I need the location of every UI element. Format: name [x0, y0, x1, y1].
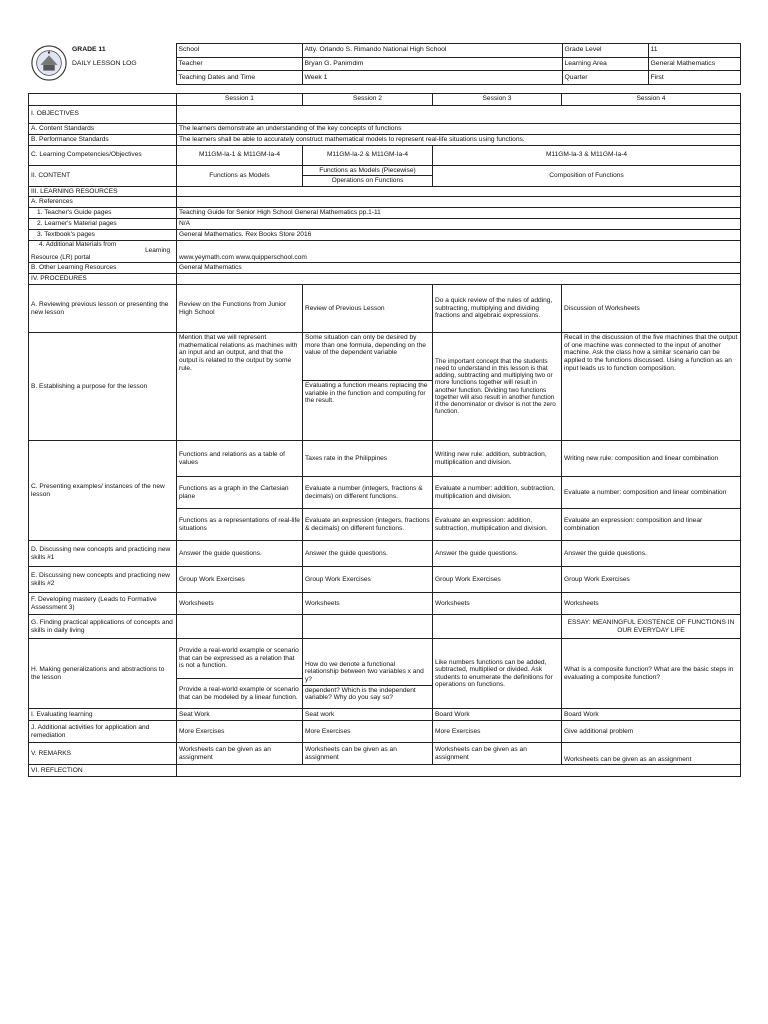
lm-value: N/A [177, 218, 741, 229]
procedures-heading: IV. PROCEDURES [29, 274, 177, 285]
content-label: II. CONTENT [29, 165, 177, 186]
tg-value: Teaching Guide for Senior High School General Mathematics pp.1-11 [177, 207, 741, 218]
log-title: DAILY LESSON LOG [72, 60, 137, 67]
session-4-header: Session 4 [562, 93, 741, 105]
grade-level-label: Grade Level [562, 44, 648, 58]
j-label: J. Additional activities for application and remediation [29, 721, 177, 743]
g-session-4: ESSAY: MEANINGFUL EXISTENCE OF FUNCTIONS IN OUR EVERYDAY LIFE [562, 615, 741, 639]
h-session-1a: Provide a real-world example or scenario that can be expressed as a relation that is not a function. [177, 639, 303, 679]
session-1-header: Session 1 [177, 93, 303, 105]
d-session-2: Answer the guide questions. [303, 541, 433, 567]
quarter-value: First [648, 71, 740, 85]
j-session-1: More Exercises [177, 721, 303, 743]
c-session-4a: Writing new rule: composition and linear combination [562, 441, 741, 477]
remarks-session-3: Worksheets can be given as an assignment [433, 743, 562, 765]
session-3-header: Session 3 [433, 93, 562, 105]
c-session-3c: Evaluate an expression: addition, subtraction, multiplication and division. [433, 509, 562, 541]
d-label: D. Discussing new concepts and practicing new skills #1 [29, 541, 177, 567]
c-session-3b: Evaluate a number: addition, subtraction, multiplication and division. [433, 477, 562, 509]
header-table [28, 43, 741, 85]
d-session-3: Answer the guide questions. [433, 541, 562, 567]
f-session-1: Worksheets [177, 593, 303, 615]
c-session-4b: Evaluate a number: composition and linear combination [562, 477, 741, 509]
competency-2: M11GM-Ia-2 & M11GM-Ia-4 [303, 145, 433, 165]
a-session-4: Discussion of Worksheets [562, 285, 741, 333]
i-session-1: Seat Work [177, 709, 303, 721]
a-label: A. Reviewing previous lesson or presenting the new lesson [29, 285, 177, 333]
other-resources-label: B. Other Learning Resources [29, 263, 177, 274]
h-session-2b: dependent? Which is the independent variable? Why do you say so? [305, 686, 416, 702]
h-session-2a: How do we denote a functional relationship between two variables x and y? [303, 645, 432, 686]
performance-standards-value: The learners shall be able to accurately construct mathematical models to represent real-life situations using functions. [177, 134, 741, 145]
lr-label: 4. Additional Materials from Learning Resource (LR) portal [29, 240, 177, 262]
c-session-3a: Writing new rule: addition, subtraction, multiplication and division. [433, 441, 562, 477]
deped-seal [28, 44, 70, 85]
remarks-label: V. REMARKS [29, 743, 177, 765]
competency-1: M11GM-Ia-1 & M11GM-Ia-4 [177, 145, 303, 165]
j-session-2: More Exercises [303, 721, 433, 743]
learning-area-value: General Mathematics [648, 57, 740, 71]
h-session-1b: Provide a real-world example or scenario that can be modeled by a linear function. [177, 679, 303, 709]
content-standards-label: A. Content Standards [29, 123, 177, 134]
f-session-4: Worksheets [562, 593, 741, 615]
e-session-2: Group Work Exercises [303, 567, 433, 593]
lr-value: www.yeymath.com www.quipperschool.com [177, 240, 741, 262]
a-session-1: Review on the Functions from Junior High School [177, 285, 303, 333]
teacher-value: Bryan G. Panimdim [302, 57, 562, 71]
grade-label: GRADE 11 [72, 46, 106, 54]
lm-label: 2. Learner's Material pages [29, 218, 177, 229]
g-label: G. Finding practical applications of concepts and skills in daily living [29, 615, 177, 639]
school-label: School [176, 44, 302, 58]
h-session-4: What is a composite function? What are the basic steps in evaluating a composite function? [562, 639, 741, 709]
j-session-4: Give additional problem [562, 721, 741, 743]
i-session-4: Board Work [562, 709, 741, 721]
f-label: F. Developing mastery (Leads to Formative Assessment 3) [29, 593, 177, 615]
e-session-1: Group Work Exercises [177, 567, 303, 593]
content-2b: Operations on Functions [303, 176, 433, 187]
d-session-1: Answer the guide questions. [177, 541, 303, 567]
f-session-2: Worksheets [303, 593, 433, 615]
school-value: Atty. Orlando S. Rimando National High School [302, 44, 562, 58]
remarks-session-4: Worksheets can be given as an assignment [562, 743, 741, 765]
a-session-3: Do a quick review of the rules of adding, subtracting, multiplying and dividing fractions and algebraic expressions. [433, 285, 562, 333]
c-session-2c: Evaluate an expression (integers, fractions & decimals) on different functions. [303, 509, 433, 541]
c-session-1c: Functions as a representations of real-life situations [177, 509, 303, 541]
resources-heading: III. LEARNING RESOURCES [29, 186, 177, 197]
remarks-session-2: Worksheets can be given as an assignment [303, 743, 433, 765]
i-label: I. Evaluating learning [29, 709, 177, 721]
c-session-2b: Evaluate a number (integers, fractions & decimals) on different functions. [303, 477, 433, 509]
e-label: E. Discussing new concepts and practicing new skills #2 [29, 567, 177, 593]
remarks-session-1: Worksheets can be given as an assignment [177, 743, 303, 765]
competency-34: M11GM-Ia-3 & M11GM-Ia-4 [433, 145, 741, 165]
j-session-3: More Exercises [433, 721, 562, 743]
e-session-3: Group Work Exercises [433, 567, 562, 593]
quarter-label: Quarter [562, 71, 648, 85]
h-label: H. Making generalizations and abstractions to the lesson [29, 639, 177, 709]
tb-value: General Mathematics. Rex Books Store 2016 [177, 229, 741, 240]
i-session-3: Board Work [433, 709, 562, 721]
c-session-2a: Taxes rate in the Philippines [303, 441, 433, 477]
i-session-2: Seat work [303, 709, 433, 721]
performance-standards-label: B. Performance Standards [29, 134, 177, 145]
dates-label: Teaching Dates and Time [176, 71, 302, 85]
b-session-4: Recall in the discussion of the five machines that the output of one machine was connected to the input of another machine. Ask the class how a similar scenario can be applied to the functions discussed. Using a function as an input leads us to function composition. [562, 333, 741, 441]
f-session-3: Worksheets [433, 593, 562, 615]
teacher-label: Teacher [176, 57, 302, 71]
c-session-4c: Evaluate an expression: composition and linear combination [562, 509, 741, 541]
session-2-header: Session 2 [303, 93, 433, 105]
b-session-2a: Some situation can only be desired by more than one formula, depending on the value of the dependent variable [303, 333, 433, 381]
competencies-label: C. Learning Competencies/Objectives [29, 145, 177, 165]
content-34: Composition of Functions [433, 165, 741, 186]
b-session-1: Mention that we will represent mathematical relations as machines with an input and an output, and that the output is related to the output by some rule. [177, 333, 303, 441]
other-resources-value: General Mathematics [177, 263, 741, 274]
references-label: A. References [29, 197, 177, 208]
grade-level-value: 11 [648, 44, 740, 58]
d-session-4: Answer the guide questions. [562, 541, 741, 567]
e-session-4: Group Work Exercises [562, 567, 741, 593]
tb-label: 3. Textbook's pages [29, 229, 177, 240]
b-session-2b: Evaluating a function means replacing the variable in the function and computing for the result. [303, 381, 433, 441]
lesson-log-page [28, 43, 740, 777]
seal-icon [30, 44, 68, 82]
b-label: B. Establishing a purpose for the lesson [29, 333, 177, 441]
dates-value: Week 1 [302, 71, 562, 85]
c-label: C. Presenting examples/ instances of the new lesson [29, 441, 177, 541]
c-session-1b: Functions as a graph in the Cartesian plane [177, 477, 303, 509]
content-standards-value: The learners demonstrate an understanding of the key concepts of functions [177, 123, 741, 134]
lesson-table [28, 93, 741, 778]
b-session-3: The important concept that the students need to understand in this lesson is that adding, subtracting and multiplying two or more functions together will result in another function. Dividing two functions together will also result in another function if the denominator or divisor is not the zero function. [433, 333, 562, 441]
content-1: Functions as Models [177, 165, 303, 186]
tg-label: 1. Teacher's Guide pages [29, 207, 177, 218]
objectives-heading: I. OBJECTIVES [29, 105, 177, 123]
c-session-1a: Functions and relations as a table of values [177, 441, 303, 477]
a-session-2: Review of Previous Lesson [303, 285, 433, 333]
learning-area-label: Learning Area [562, 57, 648, 71]
reflection-heading: VI. REFLECTION [29, 765, 177, 777]
content-2a: Functions as Models (Piecewise) [303, 165, 433, 176]
h-session-3: Like numbers functions can be added, subtracted, multiplied or divided. Ask students to enumerate the definitions for operations on functions. [433, 639, 562, 709]
